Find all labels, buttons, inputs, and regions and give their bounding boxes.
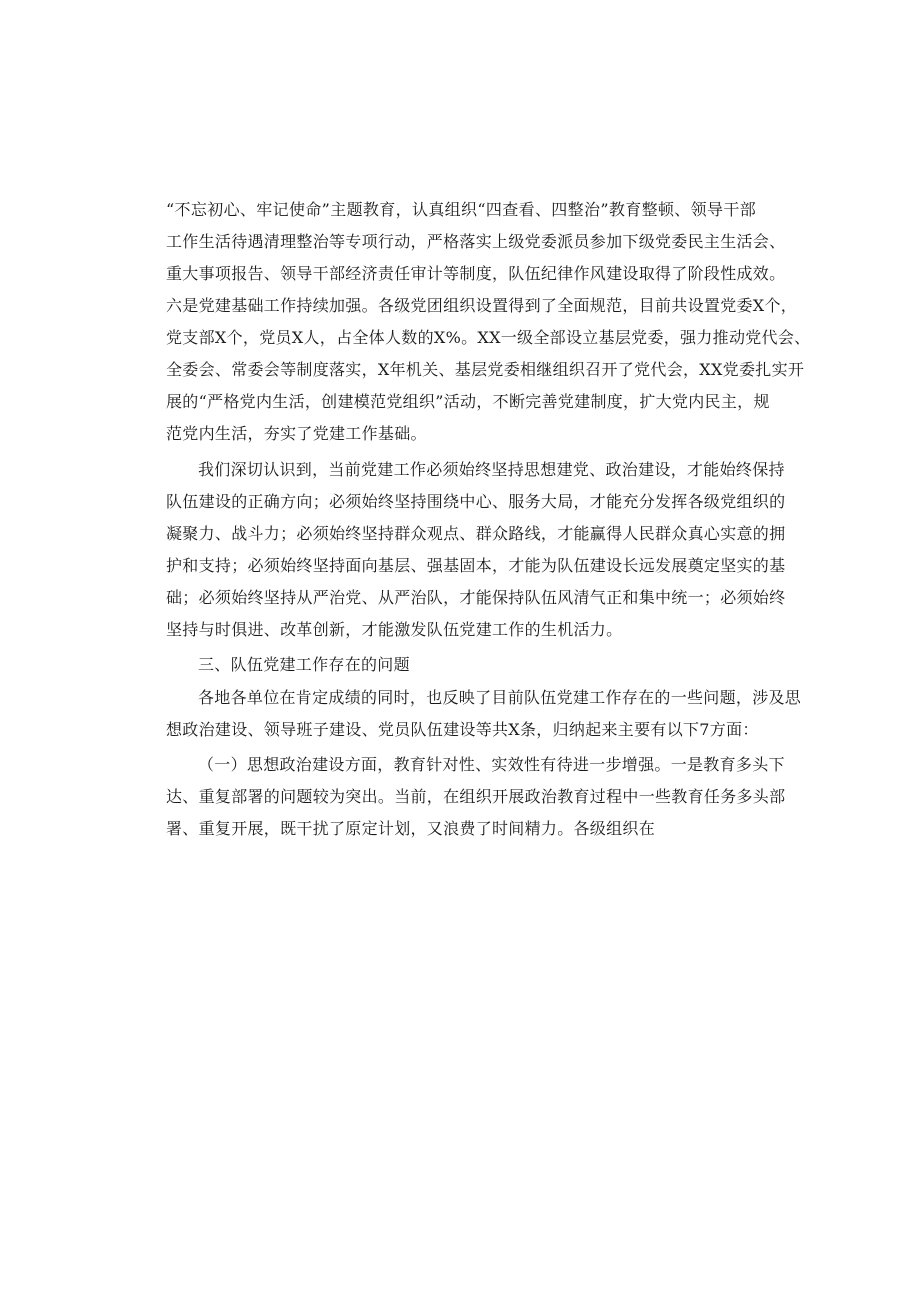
paragraph-line: （一）思想政治建设方面，教育针对性、实效性有待进一步增强。一是教育多头下 [198,755,785,774]
paragraph-line: 全委会、常委会等制度落实，X年机关、基层党委相继组织召开了党代会，XX党委扎实开 [166,360,805,379]
paragraph-line: 范党内生活，夯实了党建工作基础。 [166,424,427,443]
section-heading: 三、队伍党建工作存在的问题 [198,655,410,674]
paragraph-line: “不忘初心、牢记使命”主题教育，认真组织“四查看、四整治”教育整顿、领导干部 [166,200,756,219]
paragraph-line: 础；必须始终坚持从严治党、从严治队，才能保持队伍风清气正和集中统一；必须始终 [166,588,786,607]
paragraph-line: 达、重复部署的问题较为突出。当前，在组织开展政治教育过程中一些教育任务多头部 [166,787,786,806]
paragraph-line: 我们深切认识到，当前党建工作必须始终坚持思想建党、政治建设，才能始终保持 [198,460,785,479]
paragraph-line: 凝聚力、战斗力；必须始终坚持群众观点、群众路线，才能赢得人民群众真心实意的拥 [166,524,786,543]
paragraph-line: 想政治建设、领导班子建设、党员队伍建设等共X条，归纳起来主要有以下7方面： [166,720,759,739]
paragraph-line: 六是党建基础工作持续加强。各级党团组织设置得到了全面规范，目前共设置党委X个， [166,296,798,315]
paragraph-line: 展的“严格党内生活，创建模范党组织”活动，不断完善党建制度，扩大党内民主，规 [166,392,770,411]
paragraph-line: 工作生活待遇清理整治等专项行动，严格落实上级党委派员参加下级党委民主生活会、 [166,232,786,251]
paragraph-line: 队伍建设的正确方向；必须始终坚持围绕中心、服务大局，才能充分发挥各级党组织的 [166,492,786,511]
paragraph-line: 护和支持；必须始终坚持面向基层、强基固本，才能为队伍建设长远发展奠定坚实的基 [166,556,786,575]
paragraph-line: 党支部X个，党员X人，占全体人数的X%。XX一级全部设立基层党委，强力推动党代会、 [166,328,811,347]
paragraph-line: 重大事项报告、领导干部经济责任审计等制度，队伍纪律作风建设取得了阶段性成效。 [166,264,786,283]
paragraph-line: 各地各单位在肯定成绩的同时，也反映了目前队伍党建工作存在的一些问题，涉及思 [198,688,802,707]
paragraph-line: 署、重复开展，既干扰了原定计划，又浪费了时间精力。各级组织在 [166,819,656,838]
paragraph-line: 坚持与时俱进、改革创新，才能激发队伍党建工作的生机活力。 [166,620,623,639]
